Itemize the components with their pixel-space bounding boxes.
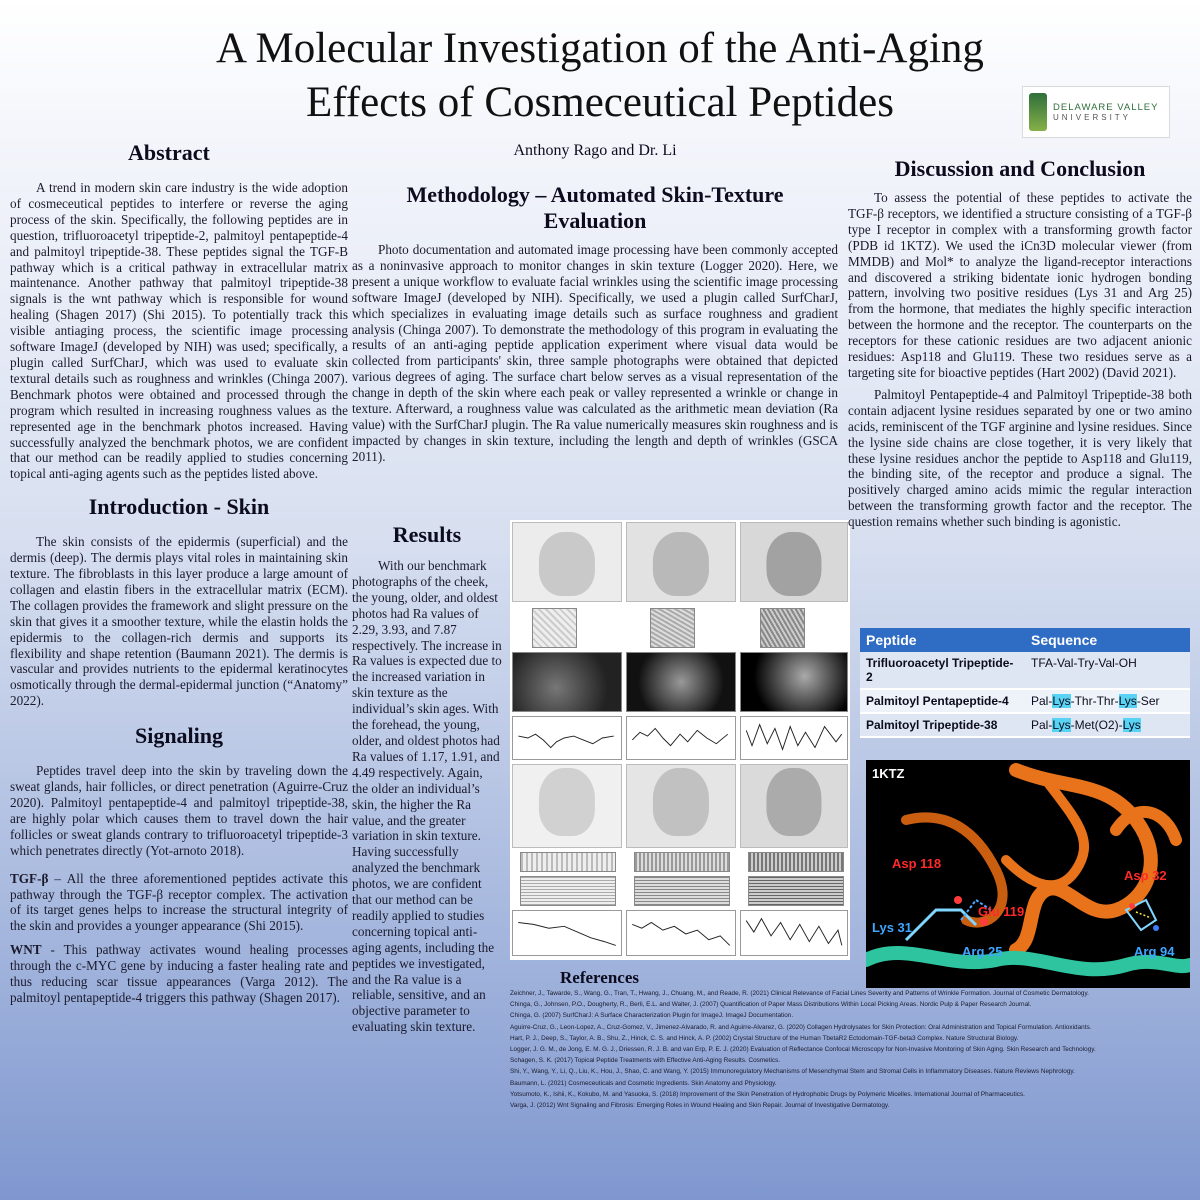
face-photo-older-cheek xyxy=(626,522,736,602)
reference-item: Logger, J. G. M., de Jong, E. M. G. J., Driessen, R. J. B. and van Erp, P. E. J. (2020) Evaluation of Reflectance Confocal Microscopy for Non-Invasive Monitoring of Skin Aging. Skin Research and Technology. xyxy=(510,1046,1096,1054)
forehead-profile-3 xyxy=(740,910,848,956)
introduction-text: The skin consists of the epidermis (superficial) and the dermis (deep). The dermis plays vital roles in maintaining skin texture. The fibroblasts in this layer produce a large amount of collagen and elastin fibers in the extracellular matrix (ECM). The collagen provides the framework and slight pressure on the skin that gives it a smoother texture, while the elastin holds the epidermis to the collagen-rich dermis and supports its flexibility and shape retention (Baumann 2021). The dermis is vascular and provides nutrients to the epidermal keratinocytes osmotically through the dermal-epidermal junction (“Anatomy” 2022). xyxy=(10,534,348,709)
peptide-sequence xyxy=(1025,689,1190,713)
pdb-id-label: 1KTZ xyxy=(872,766,905,781)
discussion-heading: Discussion and Conclusion xyxy=(894,156,1146,181)
wnt-label: WNT xyxy=(10,942,42,958)
lys31-label: Lys 31 xyxy=(872,920,912,935)
poster-title xyxy=(90,22,1110,130)
reference-item: Zeichner, J., Tawarde, S., Wang, G., Tran, T., Hwang, J., Chuang, M., and Reade, R. (2021) Clinical Relevance of Facial Lines Severity and Patterns of Wrinkle Formation. Journal of Cosmetic Dermatology. xyxy=(510,990,1089,997)
glu119-label: Glu 119 xyxy=(978,904,1025,919)
forehead-texture-3 xyxy=(748,852,844,872)
middle-column xyxy=(352,182,838,465)
table-header-peptide: Peptide xyxy=(860,628,1025,652)
tgf-text: – All the three aforementioned peptides activate this pathway through the TGF-β receptor complex. The activation of its target genes helps to increase the structural integrity of the skin and provides a younger appearance (Shi 2015). xyxy=(10,870,348,934)
signaling-text: Peptides travel deep into the skin by traveling down the sweat glands, hair follicles, or direct penetration (Aguirre-Cruz 2020). Palmitoyl pentapeptide-4 and palmitoyl tripeptide-38, are highly polar which causes them to travel down the hair follicles or sweat glands contrary to trifluoroacetyl tripeptide-3 which penetrates directly (Yot-arnoto 2018). xyxy=(10,763,348,858)
references-section xyxy=(510,968,1190,1113)
title-line-2: Effects of Cosmeceutical Peptides xyxy=(306,79,894,126)
reference-item: Aguirre-Cruz, G., Leon-Lopez, A., Cruz-Gomez, V., Jimenez-Alvarado, R. and Aguirre-Alvarez, G. (2020) Collagen Hydrolysates for Skin Protection: Oral Administration and Topical Formulation. Antioxidants. xyxy=(510,1023,1092,1031)
asp32-label: Asp 32 xyxy=(1124,868,1167,883)
reference-item: Schagen, S. K. (2017) Topical Peptide Treatments with Effective Anti-Aging Results. Cosmetics. xyxy=(510,1057,781,1065)
lysine-highlight: Lys xyxy=(1052,718,1071,732)
sequence-segment: -Ser xyxy=(1136,694,1160,708)
university-logo xyxy=(1022,86,1170,138)
peptide-name: Palmitoyl Tripeptide-38 xyxy=(860,713,1025,737)
sequence-segment: TFA-Val-Try-Val-OH xyxy=(1031,656,1137,670)
references-list xyxy=(510,990,1190,1110)
peptide-name: Palmitoyl Pentapeptide-4 xyxy=(860,689,1025,713)
arg94-label: Arg 94 xyxy=(1134,944,1175,959)
reference-item: Varga, J. (2012) Wnt Signaling and Fibrosis: Emerging Roles in Wound Healing and Skin Repair. Journal of Investigative Dermatology. xyxy=(510,1102,890,1110)
reference-item: Chinga, G. (2007) SurfCharJ: A Surface Characterization Plugin for ImageJ. ImageJ Documentation. xyxy=(510,1012,794,1020)
wnt-paragraph xyxy=(10,942,348,1006)
sequence-segment: Pal- xyxy=(1031,718,1053,732)
methodology-text: Photo documentation and automated image processing have been commonly accepted as a noninvasive approach to monitor changes in skin texture (Logger 2020). Here, we present a unique workflow to evaluate facial wrinkles using the scientific image processing software ImageJ (developed by NIH). Specifically, we used a plugin called SurfCharJ, which specializes in evaluating image details such as surface roughness and gradient analysis (Chinga 2007). To demonstrate the methodology of this program in evaluating the results of an anti-aging peptide application experiment where visual data would be collected from participants' skin, three sample photographs were obtained that depicted various degrees of aging. The surface chart below serves as a visual representation of the change in depth of the skin where each peak or valley represented a wrinkle or change in texture. Afterward, a roughness value was calculated as the arithmetic mean deviation (Ra value) with the SurfCharJ plugin. The Ra value numerically measures skin roughness and is impacted by changes in skin texture, including the length and depth of wrinkles (GSCA 2011). xyxy=(352,242,838,464)
left-column xyxy=(10,140,348,1006)
sequence-segment: Pal- xyxy=(1031,694,1053,708)
reference-item: Yotsumoto, K., Ishii, K., Kokubo, M. and Yasuoka, S. (2018) Improvement of the Skin Penetration of Hydrophobic Drugs by Polymeric Micelles. International Journal of Pharmaceutics. xyxy=(510,1090,1025,1098)
results-text: With our benchmark photographs of the cheek, the young, older, and oldest photos had Ra values of 2.29, 3.93, and 7.87 respectively. The increase in Ra values is expected due to the increased variation in skin texture as the individual’s skin ages. With the forehead, the young, older, and oldest photos had Ra values of 1.17, 1.91, and 4.49 respectively. Again, the older an individual’s skin, the higher the Ra value, and the greater variation in skin texture. Having successfully analyzed the benchmark photos, we are confident that our method can be readily applied to studies concerning topical anti-aging agents, including the peptides we investigated, and the Ra value is a reliable, sensitive, and an objective parameter to evaluating skin texture. xyxy=(352,558,502,1035)
forehead-texture-1 xyxy=(520,852,616,872)
face-photo-older-forehead xyxy=(626,764,736,848)
profile-plot-1 xyxy=(512,716,622,760)
arg25-label: Arg 25 xyxy=(962,944,1003,959)
introduction-heading: Introduction - Skin xyxy=(88,494,270,520)
peptide-row xyxy=(860,689,1190,713)
authors: Anthony Rago and Dr. Li xyxy=(513,142,677,159)
peptide-table xyxy=(860,628,1190,738)
tgf-label: TGF-β xyxy=(10,870,49,886)
lysine-highlight: Lys xyxy=(1122,718,1141,732)
cheek-texture-1 xyxy=(532,608,577,648)
cheek-texture-3 xyxy=(760,608,805,648)
molecule-svg xyxy=(866,760,1190,988)
results-section xyxy=(352,522,502,1035)
forehead-profile-2 xyxy=(626,910,736,956)
tgf-paragraph xyxy=(10,871,348,935)
sequence-segment: -Met(O2)- xyxy=(1070,718,1123,732)
lysine-highlight: Lys xyxy=(1118,694,1137,708)
cheek-texture-2 xyxy=(650,608,695,648)
reference-item: Chinga, G., Johnsen, P.O., Dougherty, R., Berli, E.L. and Walter, J. (2007) Quantification of Paper Mass Distributions Within Local Picking Areas. Nordic Pulp & Paper Research Journal. xyxy=(510,1001,1032,1009)
molecule-structure-figure xyxy=(866,760,1190,988)
references-heading: References xyxy=(560,968,639,987)
discussion-text-2: Palmitoyl Pentapeptide-4 and Palmitoyl Tripeptide-38 both contain adjacent lysine residues separated by one or two amino acids, reminiscent of the TGF arginine and lysine residues. Since the lysine side chains are close together, it is very likely that these lysine residues anchor the peptide to Asp118 and Glu119, the binding site, of the receptor and produce a signal. The positively charged amino acids mimic the regular interaction between the transforming growth factor and the receptor. The question remains whether such binding is agonistic. xyxy=(848,386,1192,530)
profile-plot-3 xyxy=(740,716,848,760)
surface-plot-2 xyxy=(626,652,736,712)
results-heading: Results xyxy=(392,522,462,547)
forehead-profile-1 xyxy=(512,910,622,956)
forehead-surface-2 xyxy=(634,876,730,906)
title-line-1: A Molecular Investigation of the Anti-Aging xyxy=(216,25,984,72)
logo-mark-icon xyxy=(1029,93,1047,131)
methodology-heading: Methodology – Automated Skin-Texture Evaluation xyxy=(406,182,784,233)
forehead-surface-3 xyxy=(748,876,844,906)
signaling-heading: Signaling xyxy=(134,723,224,749)
reference-item: Shi, Y., Wang, Y., Li, Q., Liu, K., Hou, J., Shao, C. and Wang, Y. (2015) Immunoregulatory Mechanisms of Mesenchymal Stem and Stromal Cells in Inflammatory Diseases. Nature Reviews Nephrology. xyxy=(510,1068,1075,1076)
peptide-name: Trifluoroacetyl Tripeptide-2 xyxy=(860,652,1025,689)
peptide-sequence xyxy=(1025,713,1190,737)
peptide-row xyxy=(860,652,1190,689)
discussion-text-1: To assess the potential of these peptides to activate the TGF-β receptors, we identified a structure consisting of a TGF-β type I receptor in complex with a transforming growth factor (PDB id 1KTZ). We used the iCn3D molecular viewer (from MMDB) and Mol* to analyze the ligand-receptor interactions and discovered a striking bidentate ionic hydrogen bonding pattern, involving two positive residues (Lys 31 and Arg 25) from the hormone, that mediates the highly specific interaction between the hormone and the receptor. The counterparts on the receptors for these cationic residues are two adjacent anionic residues: Asp118 and Glu119. These two residues serve as a targeting site for bioactive peptides (Hart 2002) (David 2021). xyxy=(848,190,1192,380)
profile-plot-2 xyxy=(626,716,736,760)
face-photo-young-forehead xyxy=(512,764,622,848)
face-photo-oldest-forehead xyxy=(740,764,848,848)
logo-line-2: UNIVERSITY xyxy=(1053,113,1132,122)
sequence-segment: -Thr-Thr- xyxy=(1070,694,1119,708)
peptide-row xyxy=(860,713,1190,737)
skin-texture-figure xyxy=(510,520,850,960)
lysine-highlight: Lys xyxy=(1052,694,1071,708)
reference-item: Hart, P. J., Deep, S., Taylor, A. B., Shu, Z., Hinck, C. S. and Hinck, A. P. (2002) Crystal Structure of the Human TbetaR2 Ectodomain-TGF-beta3 Complex. Nature Structural Biology. xyxy=(510,1034,1019,1042)
right-column xyxy=(848,156,1192,530)
peptide-sequence xyxy=(1025,652,1190,689)
wnt-text: - This pathway activates wound healing processes through the c-MYC gene by inducing a faster healing rate and thus reducing scar tissue appearances (Varga 2012). The palmitoyl pentapeptide-4 triggers this pathway (Shagen 2017). xyxy=(10,942,348,1005)
table-header-sequence: Sequence xyxy=(1025,628,1190,652)
reference-item: Baumann, L. (2021) Cosmeceuticals and Cosmetic Ingredients. Skin Anatomy and Physiology. xyxy=(510,1079,777,1087)
asp118-label: Asp 118 xyxy=(892,856,942,871)
surface-plot-1 xyxy=(512,652,622,712)
surface-plot-3 xyxy=(740,652,848,712)
face-photo-oldest-cheek xyxy=(740,522,848,602)
logo-line-1: DELAWARE VALLEY xyxy=(1053,102,1159,113)
forehead-texture-2 xyxy=(634,852,730,872)
abstract-text: A trend in modern skin care industry is the wide adoption of cosmeceutical peptides to interfere or reverse the aging process of the skin. Specifically, the following peptides are in question, trifluoroacetyl tripeptide-2, palmitoyl pentapeptide-4 and palmitoyl tripeptide-38. These peptides signal the TGF-B pathway which is a critical pathway in extracellular matrix maintenance. Another pathway that palmitoyl tripeptide-38 signals is the wnt pathway which is responsible for wound healing (Shagen 2017) (Shi 2015). To potentially track this visible antiaging process, the scientific image processing software ImageJ (developed by NIH) was used; specifically, a plugin called SurfCharJ, which was used to evaluate skin textural details such as roughness and wrinkles (Chinga 2007). Benchmark photos were obtained and processed through the program which resulted in increasing roughness values as the represented age in the benchmark photos increased. Having successfully analyzed the benchmark photos, we are confident that our method can be readily applied to studies concerning topical anti-aging agents such as the peptides listed above. xyxy=(10,180,348,482)
forehead-surface-1 xyxy=(520,876,616,906)
face-photo-young-cheek xyxy=(512,522,622,602)
abstract-heading: Abstract xyxy=(128,140,210,165)
